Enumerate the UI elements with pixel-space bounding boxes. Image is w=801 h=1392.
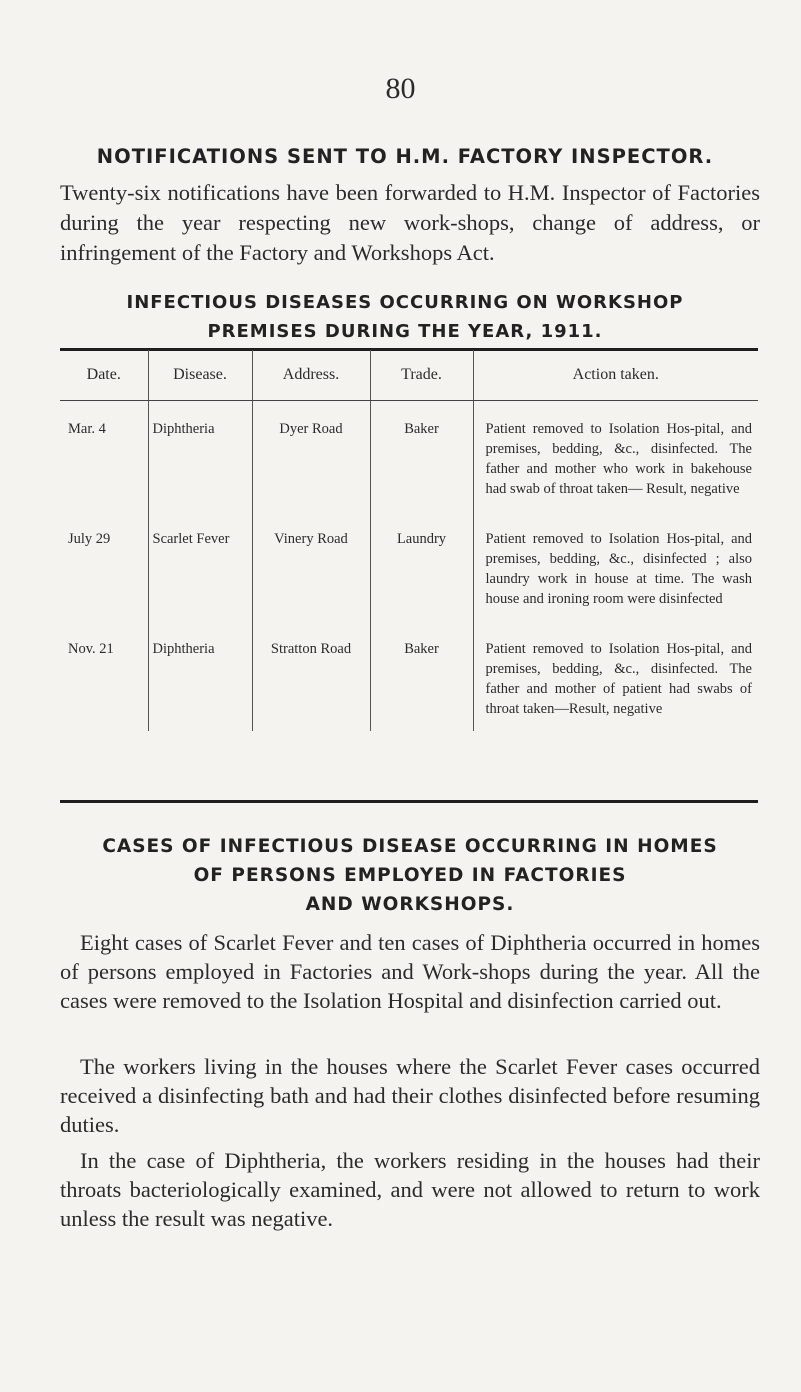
cell-trade: Baker <box>370 621 473 731</box>
paragraph-scarlet-fever: The workers living in the houses where the Scarlet Fever cases occurred received a disinfecting bath and had their clothes disinfected before resuming duties. <box>60 1054 760 1137</box>
table-header-row <box>60 350 758 401</box>
notifications-paragraph: Twenty-six notifications have been forwarded to H.M. Inspector of Factories during the year respecting new work-shops, change of address, or infringement of the Factory and Workshops Act. <box>60 180 760 265</box>
notifications-heading: NOTIFICATIONS SENT TO H.M. FACTORY INSPECTOR. <box>96 145 714 168</box>
cell-trade: Baker <box>370 401 473 512</box>
cell-action: Patient removed to Isolation Hos-pital, and premises, bedding, &c., disinfected ; also laundry work in house at time. The wash house and ironing room were disinfected <box>485 531 752 607</box>
infectious-diseases-heading <box>60 288 750 346</box>
table-bottom-rule <box>60 800 758 803</box>
paragraph-diphtheria: In the case of Diphtheria, the workers residing in the houses had their throats bacteriologically examined, and were not allowed to return to work unless the result was negative. <box>60 1148 760 1231</box>
homes-heading <box>60 832 760 919</box>
infectious-heading-line-2: PREMISES DURING THE YEAR, 1911. <box>207 321 603 342</box>
homes-heading-line-1: CASES OF INFECTIOUS DISEASE OCCURRING IN HOMES <box>102 836 718 857</box>
infectious-heading-line-1: INFECTIOUS DISEASES OCCURRING ON WORKSHOP <box>126 292 684 313</box>
homes-heading-line-3: AND WORKSHOPS. <box>305 894 515 915</box>
column-header-action: Action taken. <box>473 350 758 401</box>
table-row <box>60 621 758 731</box>
cell-date: July 29 <box>60 511 148 621</box>
cell-disease: Diphtheria <box>148 621 252 731</box>
table-row <box>60 401 758 512</box>
cell-action: Patient removed to Isolation Hos-pital, and premises, bedding, &c., disinfected. The father and mother who work in bakehouse had swab of throat taken— Result, negative <box>485 421 752 497</box>
homes-heading-line-2: OF PERSONS EMPLOYED IN FACTORIES <box>193 865 627 886</box>
column-header-trade: Trade. <box>370 350 473 401</box>
cell-address: Dyer Road <box>252 401 370 512</box>
infectious-diseases-table <box>60 350 758 731</box>
cell-address: Stratton Road <box>252 621 370 731</box>
cell-trade: Laundry <box>370 511 473 621</box>
column-header-address: Address. <box>252 350 370 401</box>
column-header-disease: Disease. <box>148 350 252 401</box>
cell-disease: Diphtheria <box>148 401 252 512</box>
paragraph-cases: Eight cases of Scarlet Fever and ten cases of Diphtheria occurred in homes of persons employed in Factories and Work-shops during the year. All the cases were removed to the Isolation Hospital and disinfection carried out. <box>60 930 760 1013</box>
cell-action: Patient removed to Isolation Hos-pital, and premises, bedding, &c., disinfected. The father and mother of patient had swabs of throat taken—Result, negative <box>485 641 752 717</box>
cell-disease: Scarlet Fever <box>148 511 252 621</box>
cell-date: Nov. 21 <box>60 621 148 731</box>
cell-date: Mar. 4 <box>60 401 148 512</box>
table-row <box>60 511 758 621</box>
page-number: 80 <box>385 72 416 105</box>
column-header-date: Date. <box>60 350 148 401</box>
cell-address: Vinery Road <box>252 511 370 621</box>
